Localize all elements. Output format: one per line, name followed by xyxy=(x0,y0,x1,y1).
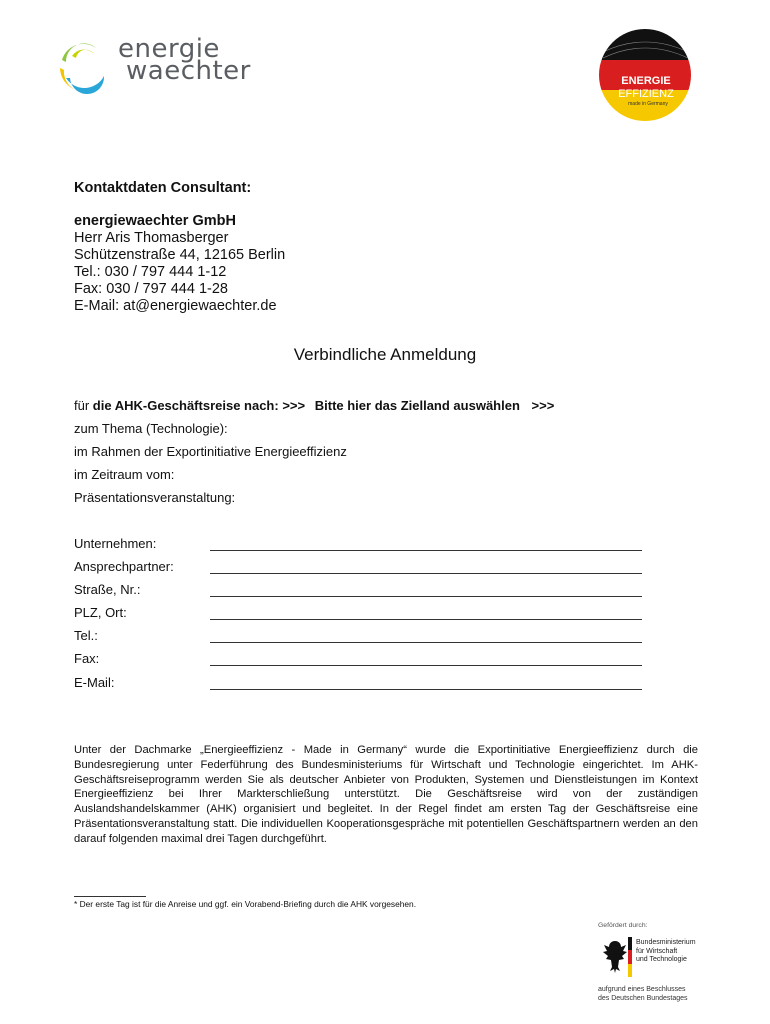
input-email[interactable] xyxy=(210,689,642,690)
german-flag-stripe xyxy=(628,937,632,977)
footnote: * Der erste Tag ist für die Anreise und ggf. ein Vorabend-Briefing durch die AHK vorgesehen. xyxy=(74,899,417,909)
contact-person: Herr Aris Thomasberger xyxy=(74,230,229,246)
info-period: im Zeitraum vom: xyxy=(74,467,175,482)
form-title: Verbindliche Anmeldung xyxy=(293,345,477,364)
trip-label: die AHK-Geschäftsreise nach: >>> xyxy=(92,398,306,413)
contact-fax: Fax: 030 / 797 444 1-28 xyxy=(74,281,228,297)
logo-line-1: energie xyxy=(118,34,220,64)
badge-line-2: EFFIZIENZ xyxy=(618,88,674,100)
contact-block xyxy=(74,180,285,315)
info-topic: zum Thema (Technologie): xyxy=(74,421,228,436)
info-presentation: Präsentationsveranstaltung: xyxy=(74,490,236,505)
info-initiative: im Rahmen der Exportinitiative Energieeffizienz xyxy=(74,444,347,459)
input-fax[interactable] xyxy=(210,665,642,666)
label-company: Unternehmen: xyxy=(74,536,157,551)
bundestag-resolution xyxy=(598,986,688,1003)
input-street[interactable] xyxy=(210,596,642,597)
federal-eagle-icon xyxy=(600,935,630,979)
trip-prefix: für xyxy=(74,398,93,413)
ministry-line-1: Bundesministerium xyxy=(636,939,696,946)
label-fax: Fax: xyxy=(74,651,100,666)
logo-line-2: waechter xyxy=(126,56,251,86)
contact-tel: Tel.: 030 / 797 444 1-12 xyxy=(74,264,227,280)
label-street: Straße, Nr.: xyxy=(74,582,141,597)
label-email: E-Mail: xyxy=(74,675,115,690)
badge-line-3: made in Germany xyxy=(628,101,668,107)
destination-select[interactable]: Bitte hier das Zielland auswählen xyxy=(314,398,520,413)
logo-wordmark xyxy=(118,34,251,86)
label-contact-person: Ansprechpartner: xyxy=(74,559,174,574)
input-zip-city[interactable] xyxy=(210,619,642,620)
trip-suffix: >>> xyxy=(531,398,555,413)
input-company[interactable] xyxy=(210,550,642,551)
contact-street: Schützenstraße 44, 12165 Berlin xyxy=(74,247,286,263)
input-tel[interactable] xyxy=(210,642,642,643)
beschluss-line-2: des Deutschen Bundestages xyxy=(598,994,688,1002)
footnote-divider xyxy=(74,896,146,897)
ministry-line-3: und Technologie xyxy=(636,956,687,963)
contact-company: energiewaechter GmbH xyxy=(74,213,236,229)
badge-line-1: ENERGIE xyxy=(621,75,671,87)
ministry-name xyxy=(636,939,696,965)
energieeffizienz-badge xyxy=(598,28,692,122)
label-tel: Tel.: xyxy=(74,628,98,643)
contact-heading: Kontaktdaten Consultant: xyxy=(74,180,252,196)
contact-email: E-Mail: at@energiewaechter.de xyxy=(74,298,277,314)
label-zip-city: PLZ, Ort: xyxy=(74,605,127,620)
ministry-line-2: für Wirtschaft xyxy=(636,947,678,955)
body-paragraph: Unter der Dachmarke „Energieeffizienz - Made in Germany“ wurde die Exportinitiative Energieeffizienz durch die Bundesregierung unter Federführung des Bundesministeriums für Wirtschaft und Technologie eingerichtet. Im AHK-Geschäftsreiseprogramm werden Sie als deutscher Anbieter von Produkten, Systemen und Dienstleistungen im Kontext Energieeffizienz bei Ihrer Markterschließung unterstützt. Die Geschäftsreise wird von der zuständigen Auslandshandelskammer (AHK) organisiert und begleitet. In der Regel findet am ersten Tag der Geschäftsreise eine Präsentationsveranstaltung statt. Die individuellen Kooperationsgespräche mit potentiellen Geschäftspartnern werden an den darauf folgenden maximal drei Tagen durchgeführt. xyxy=(74,744,698,845)
input-contact-person[interactable] xyxy=(210,573,642,574)
funded-by-label: Gefördert durch: xyxy=(598,922,648,929)
beschluss-line-1: aufgrund eines Beschlusses xyxy=(598,986,686,993)
trip-row xyxy=(74,398,554,413)
